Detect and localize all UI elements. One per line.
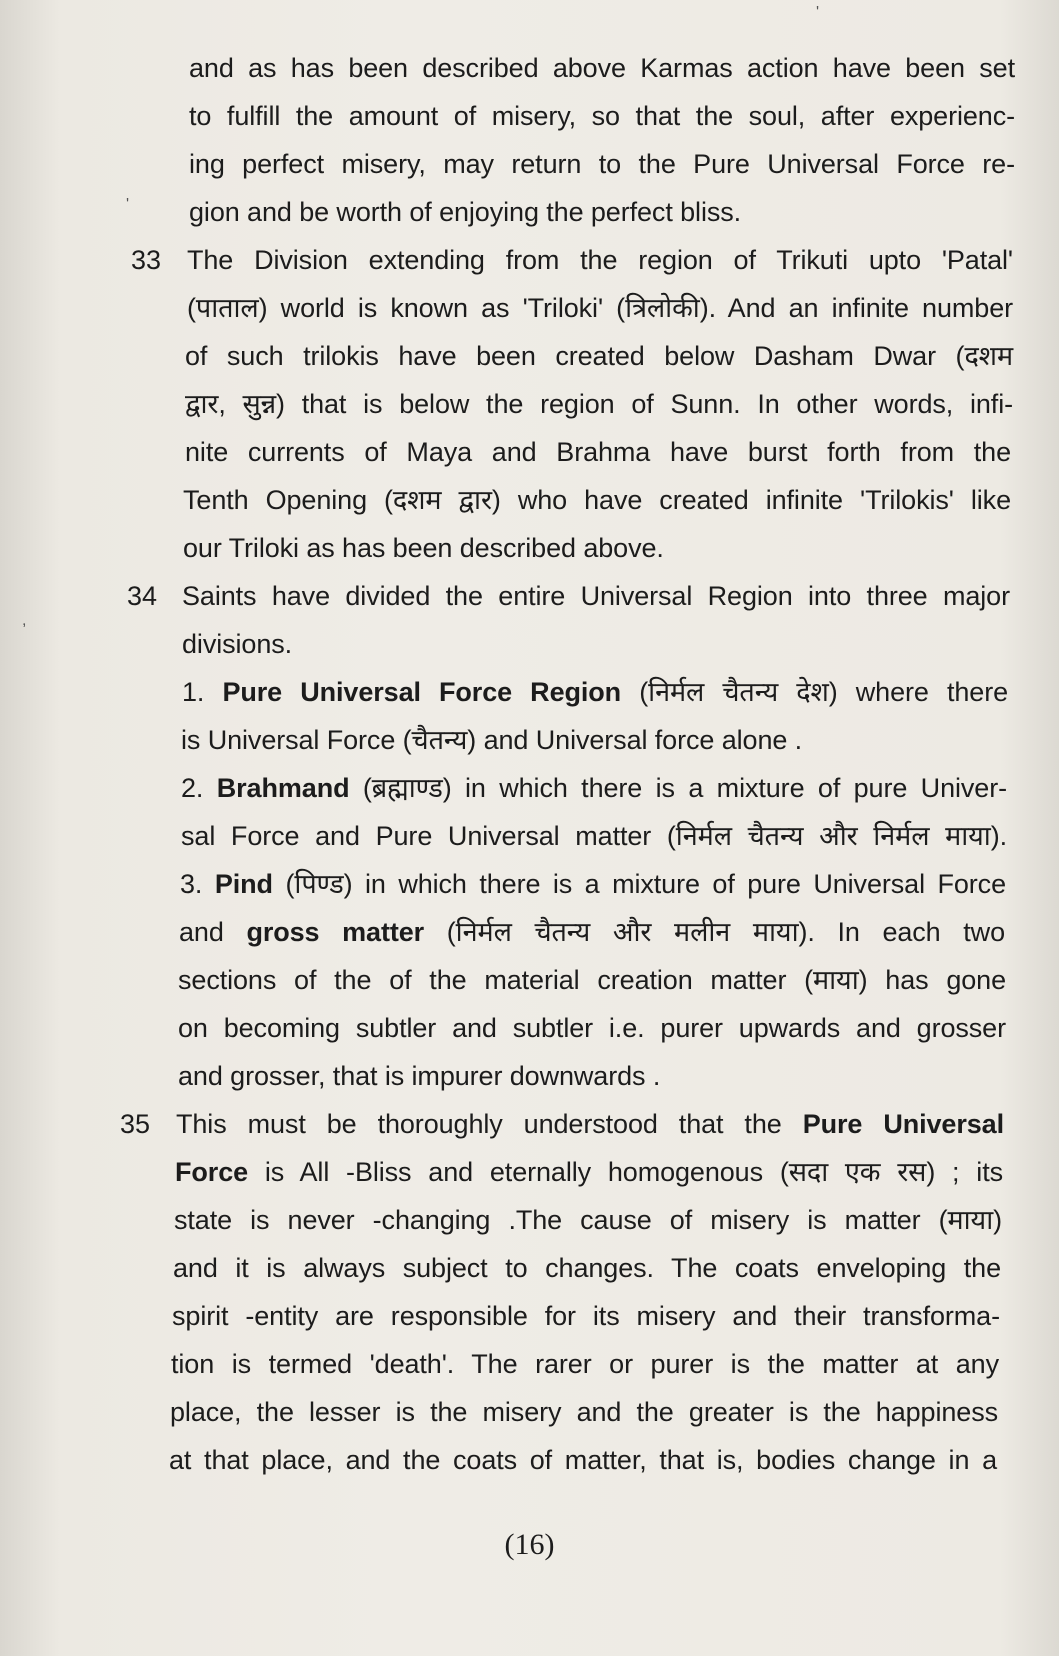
paragraph-number-35: 35	[120, 1109, 151, 1139]
para-34-line: Saints have divided the entire Universal Region into three major	[182, 581, 1010, 611]
paragraph-number-33: 33	[131, 245, 162, 275]
division-item-2	[181, 772, 1007, 804]
item-text: (पिण्ड) in which there is a mixture of pure Universal Force	[285, 869, 1006, 899]
para-35-line: state is never -changing .The cause of misery is matter (माया)	[174, 1205, 1002, 1235]
item-text: and	[179, 917, 224, 947]
division-item-2-line: sal Force and Pure Universal matter (निर्मल चैतन्य और निर्मल माया).	[181, 821, 1007, 851]
item-number: 1.	[182, 677, 205, 707]
para-33-line: द्वार, सुन्न) that is below the region of Sunn. In other words, infi-	[185, 389, 1013, 419]
item-text: (निर्मल चैतन्य देश) where there	[639, 677, 1008, 707]
intro-line: to fulfill the amount of misery, so that the soul, after experienc-	[189, 101, 1015, 131]
para-bold-text: Pure Universal	[802, 1109, 1004, 1139]
intro-line: ing perfect misery, may return to the Pure Universal Force re-	[189, 149, 1015, 179]
para-33-line: Tenth Opening (दशम द्वार) who have created infinite 'Trilokis' like	[183, 485, 1011, 515]
para-text: is All -Bliss and eternally homogenous (सदा एक रस) ; its	[264, 1157, 1003, 1187]
print-speck: '	[816, 4, 820, 21]
para-34-line: divisions.	[182, 629, 293, 659]
para-35-line: tion is termed 'death'. The rarer or purer is the matter at any	[171, 1349, 999, 1379]
paragraph-number-34: 34	[127, 581, 158, 611]
page-number: (16)	[504, 1528, 555, 1561]
division-item-3-line: on becoming subtler and subtler i.e. purer upwards and grosser	[178, 1013, 1006, 1043]
item-text: (निर्मल चैतन्य और मलीन माया). In each two	[446, 917, 1005, 947]
division-item-3-line: and grosser, that is impurer downwards .	[178, 1061, 661, 1091]
item-title: Pind	[214, 869, 273, 899]
para-35-line	[175, 1156, 1003, 1188]
intro-line: gion and be worth of enjoying the perfect bliss.	[189, 197, 742, 227]
para-33-line: (पाताल) world is known as 'Triloki' (त्रिलोकी). And an infinite number	[187, 293, 1013, 323]
division-item-3-line: sections of the of the material creation matter (माया) has gone	[178, 965, 1006, 995]
intro-line: and as has been described above Karmas action have been set	[189, 53, 1015, 83]
item-number: 3.	[180, 869, 203, 899]
para-33-line: of such trilokis have been created below Dasham Dwar (दशम	[185, 341, 1013, 371]
para-35-line: place, the lesser is the misery and the greater is the happiness	[170, 1397, 998, 1427]
para-33-line: nite currents of Maya and Brahma have burst forth from the	[185, 437, 1011, 467]
para-33-line: The Division extending from the region of Trikuti upto 'Patal'	[187, 245, 1013, 275]
para-35-line	[176, 1108, 1004, 1140]
para-33-line: our Triloki as has been described above.	[183, 533, 664, 563]
para-35-line: and it is always subject to changes. The coats enveloping the	[173, 1253, 1001, 1283]
item-bold-text: gross matter	[246, 917, 425, 947]
para-text: This must be thoroughly understood that the	[176, 1109, 782, 1139]
item-text: (ब्रह्माण्ड) in which there is a mixture of pure Univer-	[362, 773, 1007, 803]
para-35-line: at that place, and the coats of matter, that is, bodies change in a	[169, 1445, 997, 1475]
print-speck: '	[126, 196, 130, 213]
division-item-1	[182, 676, 1008, 708]
para-bold-text: Force	[175, 1157, 249, 1187]
item-number: 2.	[181, 773, 204, 803]
division-item-3-line	[179, 916, 1005, 948]
item-title: Pure Universal Force Region	[222, 677, 622, 707]
para-35-line: spirit -entity are responsible for its misery and their transforma-	[172, 1301, 1000, 1331]
item-title: Brahmand	[216, 773, 350, 803]
print-speck: ,	[22, 612, 27, 629]
division-item-1-line: is Universal Force (चैतन्य) and Universal force alone .	[181, 725, 803, 755]
division-item-3	[180, 868, 1006, 900]
